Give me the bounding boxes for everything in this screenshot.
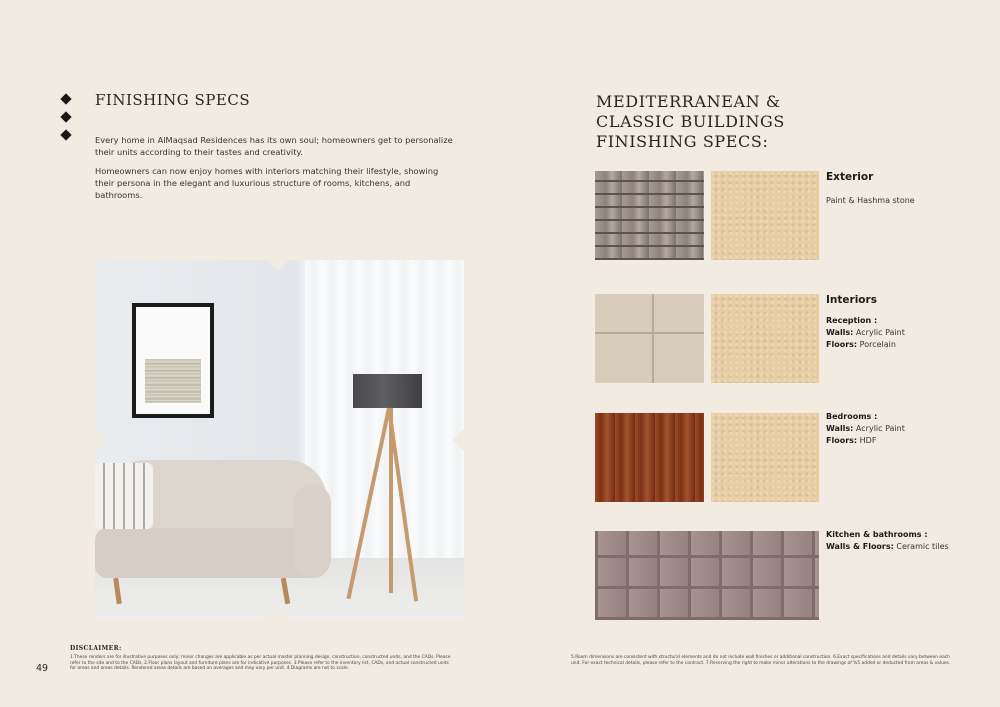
diamond-icon xyxy=(60,111,71,122)
acrylic-paint-swatch xyxy=(711,294,819,383)
diamond-icon xyxy=(60,93,71,104)
intro-text xyxy=(95,134,460,208)
interiors-heading: Interiors xyxy=(826,294,877,306)
ceramic-tiles-swatch xyxy=(595,531,819,620)
bullet-diamonds xyxy=(62,95,70,149)
exterior-spec xyxy=(826,171,915,207)
walls-value: Acrylic Paint xyxy=(853,424,905,433)
reception-label: Reception : xyxy=(826,316,878,325)
floors-value: Porcelain xyxy=(857,340,896,349)
specs-title-line: MEDITERRANEAN & xyxy=(596,92,781,111)
hdf-wood-swatch xyxy=(595,413,704,502)
intro-paragraph: Homeowners can now enjoy homes with interiors matching their lifestyle, showing their persona in the elegant and luxurious structure of rooms, kitchens, and bathrooms. xyxy=(95,166,439,200)
interiors-spec xyxy=(826,294,905,351)
walls-label: Walls: xyxy=(826,424,854,433)
page-number: 49 xyxy=(36,663,49,674)
diamond-icon xyxy=(60,129,71,140)
floor-lamp-shade xyxy=(353,374,422,408)
page-title: FINISHING SPECS xyxy=(95,91,251,109)
kitchen-spec xyxy=(826,529,949,553)
living-room-photo xyxy=(95,260,464,620)
walls-floors-value: Ceramic tiles xyxy=(893,542,949,551)
walls-label: Walls: xyxy=(826,328,854,337)
bedrooms-label: Bedrooms : xyxy=(826,412,878,421)
specs-title-line: CLASSIC BUILDINGS xyxy=(596,112,785,131)
exterior-heading: Exterior xyxy=(826,171,874,183)
kitchen-label: Kitchen & bathrooms : xyxy=(826,530,928,539)
sofa-arm xyxy=(293,484,331,578)
lamp-leg xyxy=(389,408,393,593)
exterior-text: Paint & Hashma stone xyxy=(826,196,915,205)
floors-label: Floors: xyxy=(826,340,858,349)
floors-label: Floors: xyxy=(826,436,858,445)
disclaimer-text-right: 5.Room dimensions are consistent with structural elements and do not include wall finishes or additional construction. 6.Exact specifications and details vary between each unit. For exact technical details, please refer to the contract. 7.Reserving the right to make minor alterations to the drawings of %5 added or deducted from areas & values. xyxy=(571,655,951,666)
disclaimer-title: DISCLAIMER: xyxy=(70,645,122,652)
bedroom-paint-swatch xyxy=(711,413,819,502)
floors-value: HDF xyxy=(857,436,877,445)
sofa-pillow xyxy=(95,463,153,529)
walls-floors-label: Walls & Floors: xyxy=(826,542,894,551)
exterior-paint-swatch xyxy=(711,171,819,260)
walls-value: Acrylic Paint xyxy=(853,328,905,337)
specs-title-line: FINISHING SPECS: xyxy=(596,132,769,151)
wall-art xyxy=(145,359,201,403)
bedrooms-spec xyxy=(826,411,905,447)
porcelain-swatch xyxy=(595,294,704,383)
disclaimer-text-left: 1.These renders are for illustrative purposes only; minor changes are applicable as per actual master planning design, construction, constructed units, and the CADs. Please refer to the site and to the CADs. 2.Floor plans layout and furniture plans are for indicative purposes. 3.Please refer to the inventory list, CADs, and actual constructed units for areas and areas details. Rendered areas details are based on averages and may vary per unit. 4.Diagrams are not to scale. xyxy=(70,655,451,672)
wall-art-frame xyxy=(132,303,214,418)
hashma-stone-swatch xyxy=(595,171,704,260)
intro-paragraph: Every home in AlMaqsad Residences has its own soul; homeowners get to personalize their units according to their tastes and creativity. xyxy=(95,135,453,157)
specs-title xyxy=(596,92,785,152)
